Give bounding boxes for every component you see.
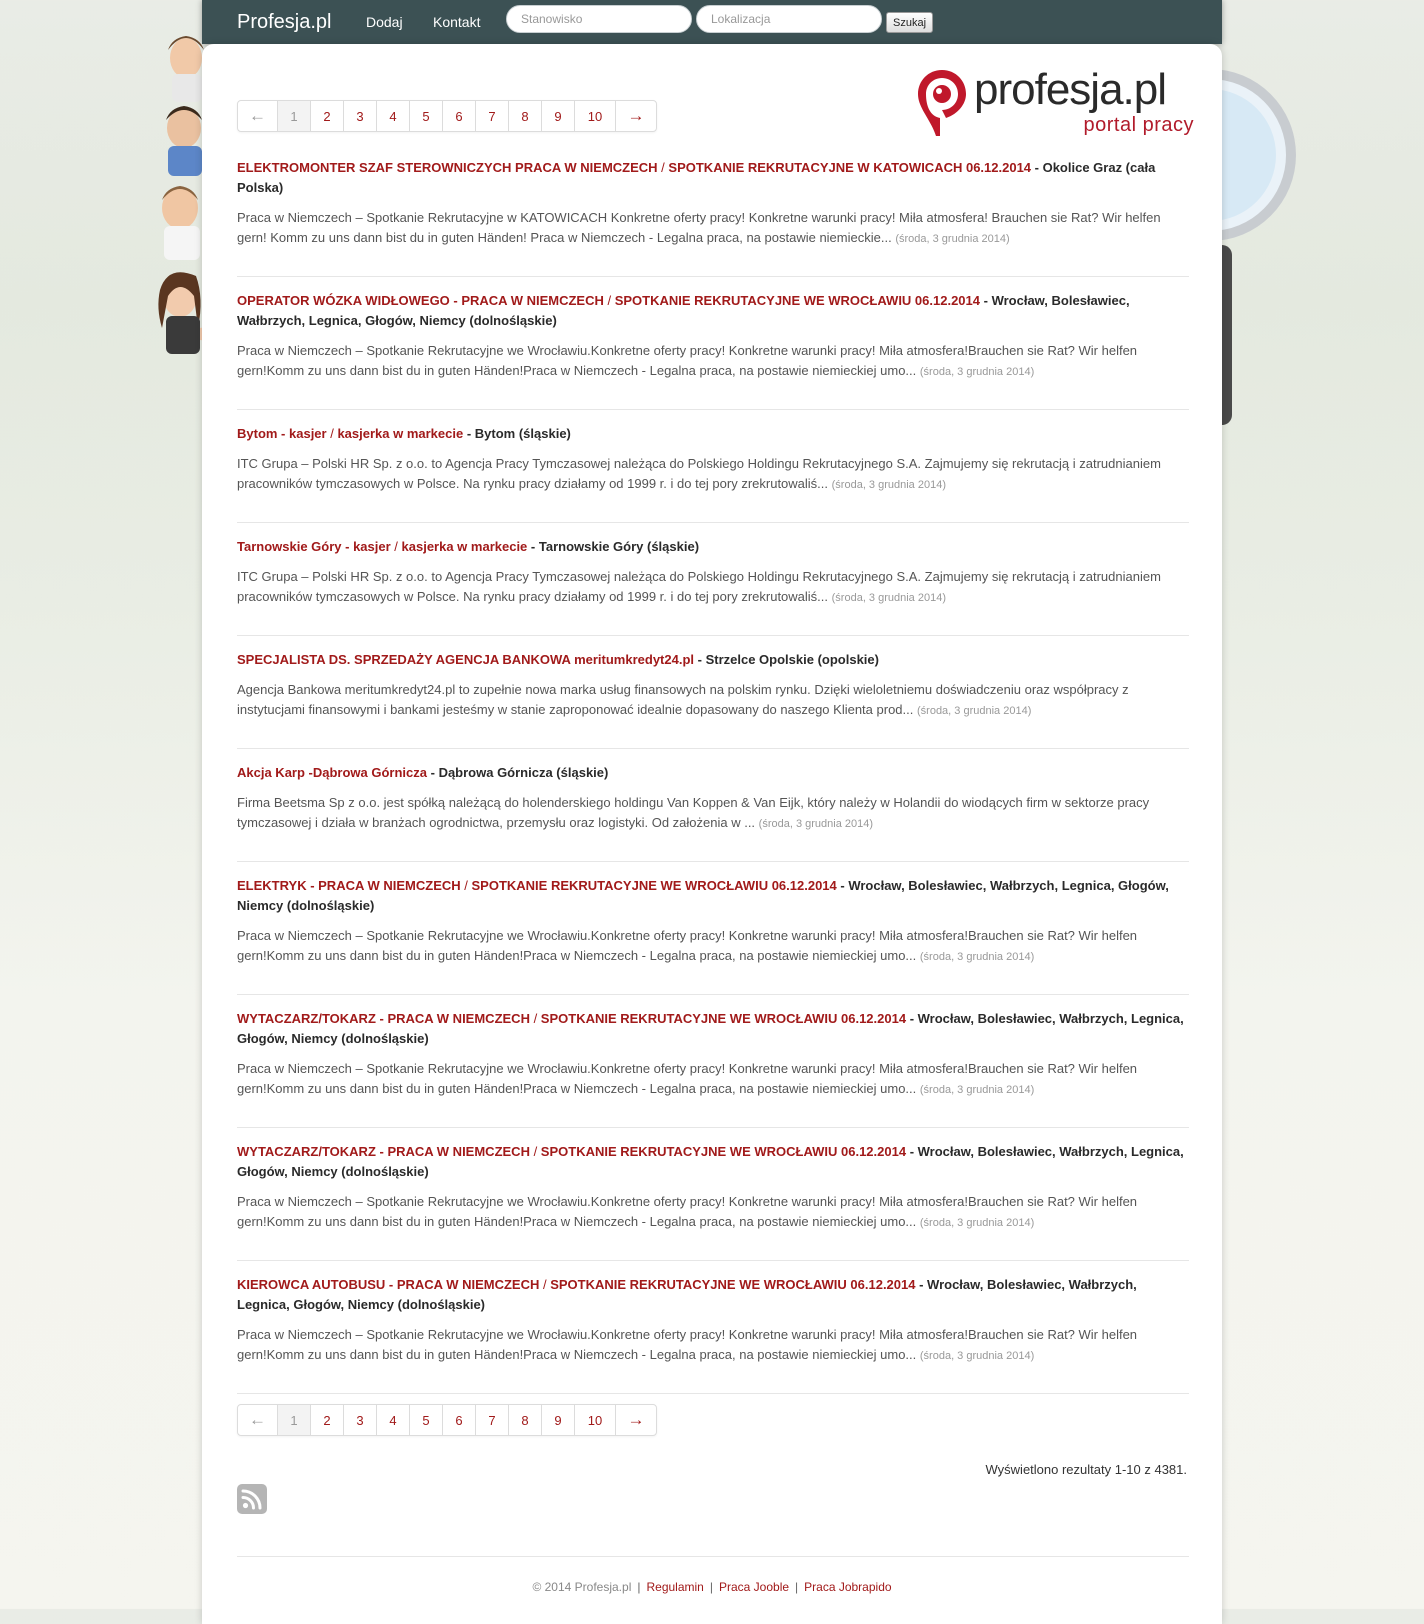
pagination-page-5[interactable]: 5 xyxy=(410,1405,443,1435)
job-list xyxy=(237,144,1189,1394)
job-location: Strzelce Opolskie (opolskie) xyxy=(705,652,879,667)
footer-copyright: © 2014 Profesja.pl xyxy=(532,1580,632,1594)
job-title xyxy=(237,158,1189,198)
job-title-link[interactable]: WYTACZARZ/TOKARZ - PRACA W NIEMCZECH xyxy=(237,1144,530,1159)
job-title-link[interactable]: SPOTKANIE REKRUTACYJNE W KATOWICACH 06.12.2014 xyxy=(668,160,1032,175)
job-date: (środa, 3 grudnia 2014) xyxy=(919,1350,1035,1362)
job-title-link[interactable]: Bytom - kasjer xyxy=(237,426,327,441)
pagination-page-1[interactable]: 1 xyxy=(278,101,311,131)
pagination-bottom xyxy=(237,1404,657,1436)
pagination-page-7[interactable]: 7 xyxy=(476,101,509,131)
job-title-link[interactable]: KIEROWCA AUTOBUSU - PRACA W NIEMCZECH xyxy=(237,1277,540,1292)
job-location-separator: - xyxy=(906,1011,918,1026)
pagination-page-4[interactable]: 4 xyxy=(377,101,410,131)
job-title xyxy=(237,1275,1189,1315)
search-button[interactable]: Szukaj xyxy=(886,12,933,33)
job-description xyxy=(237,341,1189,382)
job-description xyxy=(237,1192,1189,1233)
job-date: (środa, 3 grudnia 2014) xyxy=(758,818,874,830)
job-title-link[interactable]: SPOTKANIE REKRUTACYJNE WE WROCŁAWIU 06.12.2014 xyxy=(614,293,980,308)
job-location: Bytom (śląskie) xyxy=(474,426,571,441)
job-location-separator: - xyxy=(527,539,539,554)
title-separator: / xyxy=(326,426,338,441)
job-listing xyxy=(237,995,1189,1128)
pagination-next-button[interactable]: → xyxy=(627,1410,645,1429)
pagination-page-1[interactable]: 1 xyxy=(278,1405,311,1435)
job-location-separator: - xyxy=(980,293,992,308)
title-separator: / xyxy=(529,1011,541,1026)
job-title xyxy=(237,763,1189,783)
job-description-text: ITC Grupa – Polski HR Sp. z o.o. to Agencja Pracy Tymczasowej należąca do Polskiego Holdingu Rekrutacyjnego S.A. Zajmujemy się rekrutacją i zatrudnianiem pracowników tymczasowych w Polsce. Na rynku pracy działamy od 1999 r. i do tej pory zrekrutowaliś... xyxy=(237,569,1161,604)
footer-link-jobrapido[interactable]: Praca Jobrapido xyxy=(804,1580,892,1594)
map-pin-icon xyxy=(916,68,968,138)
pagination-prev-button[interactable]: ← xyxy=(238,101,278,131)
job-description xyxy=(237,567,1189,608)
job-listing xyxy=(237,523,1189,636)
brand-link[interactable]: Profesja.pl xyxy=(237,11,332,33)
job-description xyxy=(237,454,1189,495)
logo-name: profesja.pl xyxy=(974,65,1167,114)
job-date: (środa, 3 grudnia 2014) xyxy=(917,705,1032,717)
job-title-link[interactable]: Akcja Karp -Dąbrowa Górnicza xyxy=(237,765,427,780)
job-location: Wrocław, Bolesławiec, Wałbrzych, Legnica, Głogów, Niemcy (dolnośląskie) xyxy=(237,1144,1184,1179)
footer: © 2014 Profesja.pl | Regulamin | Praca Jooble | Praca Jobrapido xyxy=(532,1580,892,1594)
job-description-text: Praca w Niemczech – Spotkanie Rekrutacyjne we Wrocławiu.Konkretne oferty pracy! Konkretne warunki pracy! Miła atmosfera!Brauchen sie Rat? Wir helfen gern!Komm zu uns dann bist du in guten Händen!Praca w Niemczech - Legalna praca, na postawie niemieckiej umo... xyxy=(237,1327,1138,1362)
job-location: Tarnowskie Góry (śląskie) xyxy=(538,539,700,554)
job-location-separator: - xyxy=(694,652,706,667)
job-description-text: Praca w Niemczech – Spotkanie Rekrutacyjne we Wrocławiu.Konkretne oferty pracy! Konkretne warunki pracy! Miła atmosfera!Brauchen sie Rat? Wir helfen gern!Komm zu uns dann bist du in guten Händen!Praca w Niemczech - Legalna praca, na postawie niemieckiej umo... xyxy=(237,1061,1138,1096)
job-location-separator: - xyxy=(427,765,439,780)
job-title xyxy=(237,424,1189,444)
job-date: (środa, 3 grudnia 2014) xyxy=(919,1217,1035,1229)
job-description xyxy=(237,680,1189,721)
job-description-text: Agencja Bankowa meritumkredyt24.pl to zupełnie nowa marka usług finansowych na polskim rynku. Dzięki wieloletniemu doświadczeniu oraz współpracy z instytucjami finansowymi i bankami jesteśmy w stanie zaproponować idealnie dopasowany do naszego Klienta prod... xyxy=(237,682,1129,717)
pagination-page-7[interactable]: 7 xyxy=(476,1405,509,1435)
pagination-top xyxy=(237,100,657,132)
title-separator: / xyxy=(390,539,402,554)
job-location: Wrocław, Bolesławiec, Wałbrzych, Legnica, Głogów, Niemcy (dolnośląskie) xyxy=(237,878,1169,913)
footer-link-regulamin[interactable]: Regulamin xyxy=(646,1580,704,1594)
job-title xyxy=(237,291,1189,331)
top-navbar xyxy=(202,0,1222,44)
position-search-input[interactable] xyxy=(506,5,692,33)
job-date: (środa, 3 grudnia 2014) xyxy=(919,951,1035,963)
job-date: (środa, 3 grudnia 2014) xyxy=(919,366,1035,378)
pagination-page-3[interactable]: 3 xyxy=(344,1405,377,1435)
job-listing xyxy=(237,144,1189,277)
pagination-next-button[interactable]: → xyxy=(627,106,645,125)
job-location-separator: - xyxy=(463,426,475,441)
job-description xyxy=(237,1325,1189,1366)
job-title-link[interactable]: WYTACZARZ/TOKARZ - PRACA W NIEMCZECH xyxy=(237,1011,530,1026)
job-location: Dąbrowa Górnicza (śląskie) xyxy=(438,765,609,780)
footer-divider xyxy=(237,1556,1189,1557)
job-description-text: ITC Grupa – Polski HR Sp. z o.o. to Agencja Pracy Tymczasowej należąca do Polskiego Holdingu Rekrutacyjnego S.A. Zajmujemy się rekrutacją i zatrudnianiem pracowników tymczasowych w Polsce. Na rynku pracy działamy od 1999 r. i do tej pory zrekrutowaliś... xyxy=(237,456,1161,491)
job-listing xyxy=(237,410,1189,523)
pagination-page-6[interactable]: 6 xyxy=(443,101,476,131)
job-description xyxy=(237,926,1189,967)
job-listing xyxy=(237,1128,1189,1261)
pagination-page-2[interactable]: 2 xyxy=(311,101,344,131)
job-listing xyxy=(237,862,1189,995)
job-title xyxy=(237,1142,1189,1182)
title-separator: / xyxy=(460,878,472,893)
job-title-link[interactable]: kasjerka w markecie xyxy=(337,426,464,441)
nav-add-link[interactable]: Dodaj xyxy=(366,14,403,30)
job-date: (środa, 3 grudnia 2014) xyxy=(919,1084,1035,1096)
pagination-page-10[interactable]: 10 xyxy=(575,1405,616,1435)
rss-icon[interactable] xyxy=(237,1484,267,1514)
logo[interactable] xyxy=(916,65,1194,140)
job-description-text: Praca w Niemczech – Spotkanie Rekrutacyjne we Wrocławiu.Konkretne oferty pracy! Konkretne warunki pracy! Miła atmosfera!Brauchen sie Rat? Wir helfen gern!Komm zu uns dann bist du in guten Händen!Praca w Niemczech - Legalna praca, na postawie niemieckiej umo... xyxy=(237,1194,1138,1229)
job-description-text: Praca w Niemczech – Spotkanie Rekrutacyjne we Wrocławiu.Konkretne oferty pracy! Konkretne warunki pracy! Miła atmosfera!Brauchen sie Rat? Wir helfen gern!Komm zu uns dann bist du in guten Händen!Praca w Niemczech - Legalna praca, na postawie niemieckiej umo... xyxy=(237,928,1138,963)
job-title-link[interactable]: OPERATOR WÓZKA WIDŁOWEGO - PRACA W NIEMCZECH xyxy=(237,293,604,308)
job-date: (środa, 3 grudnia 2014) xyxy=(831,592,946,604)
job-location-separator: - xyxy=(906,1144,918,1159)
job-location: Wrocław, Bolesławiec, Wałbrzych, Legnica, Głogów, Niemcy (dolnośląskie) xyxy=(237,1277,1137,1312)
job-title-link[interactable]: SPECJALISTA DS. SPRZEDAŻY AGENCJA BANKOWA meritumkredyt24.pl xyxy=(237,652,695,667)
title-separator: / xyxy=(657,160,669,175)
results-count: Wyświetlono rezultaty 1-10 z 4381. xyxy=(985,1462,1187,1477)
main-content xyxy=(202,44,1222,1624)
job-location: Okolice Graz (cała Polska) xyxy=(237,160,1156,195)
job-location-separator: - xyxy=(915,1277,928,1292)
job-listing xyxy=(237,636,1189,749)
job-title-link[interactable]: SPOTKANIE REKRUTACYJNE WE WROCŁAWIU 06.12.2014 xyxy=(550,1277,916,1292)
job-title xyxy=(237,876,1189,916)
job-date: (środa, 3 grudnia 2014) xyxy=(831,479,946,491)
job-listing xyxy=(237,749,1189,862)
job-location-separator: - xyxy=(1031,160,1043,175)
job-title-link[interactable]: kasjerka w markecie xyxy=(401,539,528,554)
job-title-link[interactable]: SPOTKANIE REKRUTACYJNE WE WROCŁAWIU 06.12.2014 xyxy=(540,1144,907,1159)
job-date: (środa, 3 grudnia 2014) xyxy=(895,233,1010,245)
job-location: Wrocław, Bolesławiec, Wałbrzych, Legnica, Głogów, Niemcy (dolnośląskie) xyxy=(237,293,1130,328)
job-listing xyxy=(237,1261,1189,1394)
pagination-page-8[interactable]: 8 xyxy=(509,101,542,131)
job-title-link[interactable]: Tarnowskie Góry - kasjer xyxy=(237,539,391,554)
pagination-prev-button[interactable]: ← xyxy=(238,1405,278,1435)
job-title-link[interactable]: SPOTKANIE REKRUTACYJNE WE WROCŁAWIU 06.12.2014 xyxy=(471,878,837,893)
pagination-page-8[interactable]: 8 xyxy=(509,1405,542,1435)
job-description-text: Praca w Niemczech – Spotkanie Rekrutacyjne we Wrocławiu.Konkretne oferty pracy! Konkretne warunki pracy! Miła atmosfera!Brauchen sie Rat? Wir helfen gern!Komm zu uns dann bist du in guten Händen!Praca w Niemczech - Legalna praca, na postawie niemieckiej umo... xyxy=(237,343,1138,378)
pagination-page-9[interactable]: 9 xyxy=(542,1405,575,1435)
job-listing xyxy=(237,277,1189,410)
logo-tagline: portal pracy xyxy=(1083,114,1194,136)
pagination-page-5[interactable]: 5 xyxy=(410,101,443,131)
job-title xyxy=(237,537,1189,557)
location-search-input[interactable] xyxy=(696,5,882,33)
footer-link-jooble[interactable]: Praca Jooble xyxy=(718,1580,790,1594)
pagination-page-6[interactable]: 6 xyxy=(443,1405,476,1435)
title-separator: / xyxy=(529,1144,541,1159)
job-description xyxy=(237,793,1189,834)
job-title xyxy=(237,1009,1189,1049)
job-location: Wrocław, Bolesławiec, Wałbrzych, Legnica, Głogów, Niemcy (dolnośląskie) xyxy=(237,1011,1184,1046)
nav-contact-link[interactable]: Kontakt xyxy=(433,14,481,30)
job-title xyxy=(237,650,1189,670)
job-description xyxy=(237,1059,1189,1100)
title-separator: / xyxy=(539,1277,551,1292)
job-title-link[interactable]: ELEKTRYK - PRACA W NIEMCZECH xyxy=(237,878,461,893)
job-description-text: Praca w Niemczech – Spotkanie Rekrutacyjne w KATOWICACH Konkretne oferty pracy! Konkretne warunki pracy! Miła atmosfera! Brauchen sie Rat? Wir helfen gern! Komm zu uns dann bist du in guten Händen! Praca w Niemczech - Legalna praca, na postawie niemieckie... xyxy=(237,210,1161,245)
job-description xyxy=(237,208,1189,249)
job-title-link[interactable]: ELEKTROMONTER SZAF STEROWNICZYCH PRACA W NIEMCZECH xyxy=(237,160,658,175)
job-location-separator: - xyxy=(836,878,849,893)
job-title-link[interactable]: SPOTKANIE REKRUTACYJNE WE WROCŁAWIU 06.12.2014 xyxy=(540,1011,907,1026)
pagination-page-10[interactable]: 10 xyxy=(575,101,616,131)
pagination-page-2[interactable]: 2 xyxy=(311,1405,344,1435)
pagination-page-4[interactable]: 4 xyxy=(377,1405,410,1435)
pagination-page-3[interactable]: 3 xyxy=(344,101,377,131)
pagination-page-9[interactable]: 9 xyxy=(542,101,575,131)
title-separator: / xyxy=(603,293,615,308)
job-description-text: Firma Beetsma Sp z o.o. jest spółką należącą do holenderskiego holdingu Van Koppen & Van Eijk, który należy w Holandii do wiodących firm w sektorze pracy tymczasowej i działa w branżach ogrodnictwa, przemysłu oraz logistyki. Od założenia w ... xyxy=(237,795,1150,830)
